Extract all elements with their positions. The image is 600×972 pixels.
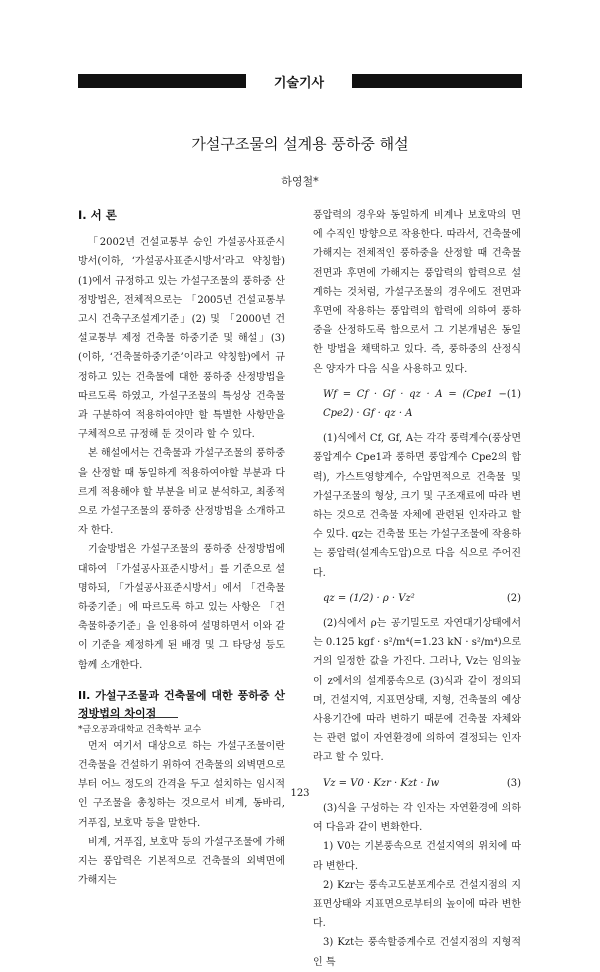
- paragraph: 먼저 여기서 대상으로 하는 가설구조물이란 건축물을 건설하기 위하여 건축물의 외벽면으로부터 어느 정도의 간격을 두고 설치하는 임시적인 구조물을 총칭하는 것으로서 비계, 동바리, 거푸집, 보호막 등을 말한다.: [78, 740, 285, 829]
- list-item: 1) V0는 기본풍속으로 건설지역의 위치에 따라 변한다.: [313, 841, 521, 872]
- equation-number: (2): [506, 592, 521, 604]
- article-title: 가설구조물의 설계용 풍하중 해설: [191, 135, 409, 153]
- equation-1: [313, 385, 521, 423]
- paragraph: 비계, 거푸집, 보호막 등의 가설구조물에 가해지는 풍압력은 기본적으로 건축물의 외벽면에 가해지는: [78, 836, 285, 887]
- equation-expression: Wf = Cf · Gf · qz · A = (Cpe1 − Cpe2) · Gf · qz · A: [323, 388, 507, 420]
- paragraph: (1)식에서 Cf, Gf, A는 각각 풍력계수(풍상면 풍압계수 Cpe1과 풍하면 풍압계수 Cpe2의 합력), 가스트영향계수, 수압면적으로 건축물 및 가설구조물의 형상, 크기 및 구조재료에 따라 변하는 것으로 건축물 자체에 관련된 인자라고 할 수 있다. qz는 건축물 또는 가설구조물에 작용하는 풍압력(설계속도압)으로 다음 식으로 주어진다.: [313, 433, 521, 579]
- footnote: *금오공과대학교 건축학부 교수: [78, 725, 202, 735]
- section-tag: 기술기사: [273, 76, 325, 91]
- equation-expression: qz = (1/2) · ρ · Vz²: [323, 592, 415, 604]
- paragraph: 「2002년 건설교통부 승인 가설공사표준시방서(이하, ‘가설공사표준시방서’라고 약칭함) (1)에서 규정하고 있는 가설구조물의 풍하중 산정방법은, 전체적으로는 「2005년 건설교통부고시 건축구조설계기준」(2) 및 「2000년 건설교통부 제정 건축물 하중기준 및 해설」(3)(이하, ‘건축물하중기준’이라고 약칭함)에서 규정하고 있는 건축물에 대한 풍하중 산정방법을 따르도록 하였고, 가설구조물의 특성상 건축물과 구분하여 적용하여야만 할 특별한 사항만을 구체적으로 규정해 둔 것이라 할 수 있다.: [78, 237, 285, 441]
- header-rule-left: [78, 74, 246, 88]
- header-rule-right: [352, 74, 522, 88]
- paragraph: (2)식에서 ρ는 공기밀도로 자연대기상태에서는 0.125 kgf · s²/m⁴(=1.23 kN · s²/m⁴)으로 거의 일정한 값을 가진다. 그러나, Vz는 임의높이 z에서의 설계풍속으로 (3)식과 같이 정의되며, 건설지역, 지표면상태, 지형, 건축물의 예상 사용기간에 따라 변하기 때문에 건축물 자체와는 관련 없이 자연환경에 의하여 결정되는 인자라고 할 수 있다.: [313, 618, 521, 764]
- list-item: 2) Kzr는 풍속고도분포계수로 건설지점의 지표면상태와 지표면으로부터의 높이에 따라 변한다.: [313, 879, 521, 930]
- section-heading-differences: II. 가설구조물과 건축물에 대한 풍하중 산정방법의 차이점: [78, 688, 285, 720]
- footnote-rule: [78, 717, 178, 718]
- list-item: 3) Kzt는 풍속할증계수로 건설지점의 지형적인 특: [313, 937, 521, 968]
- paragraph: 본 해설에서는 건축물과 가설구조물의 풍하중을 산정할 때 동일하게 적용하여야할 부분과 다르게 적용해야 할 부분을 비교 분석하고, 최종적으로 가설구조물의 풍하중 산정방법을 소개하고자 한다.: [78, 448, 285, 537]
- article-author: 하영철*: [281, 175, 319, 188]
- page-number: 123: [290, 788, 310, 799]
- paragraph: (3)식을 구성하는 각 인자는 자연환경에 의하여 다음과 같이 변화한다.: [313, 802, 521, 834]
- right-column: [313, 206, 521, 972]
- section-heading-introduction: I. 서 론: [78, 208, 117, 222]
- equation-number: (1): [506, 388, 521, 400]
- equation-number: (3): [506, 777, 521, 789]
- paragraph: 기술방법은 가설구조물의 풍하중 산정방법에 대하여 「가설공사표준시방서」를 기준으로 설명하되, 「가설공사표준시방서」에서 「건축물하중기준」에 따르도록 하고 있는 사항은 「건축물하중기준」을 인용하여 설명하면서 이와 같이 기준을 제정하게 된 배경 및 그 타당성 등도 함께 소개한다.: [78, 544, 285, 671]
- equation-expression: Vz = V0 · Kzr · Kzt · Iw: [323, 777, 440, 789]
- paragraph: 풍압력의 경우와 동일하게 비계나 보호막의 면에 수직인 방향으로 작용한다. 따라서, 건축물에 가해지는 전체적인 풍하중을 산정할 때 건축물 전면과 후면에 가해지는 풍압력의 합력으로 설계하는 것처럼, 가설구조물의 경우에도 전면과 후면에 작용하는 풍압력의 합력에 의하여 풍하중을 산정하도록 함으로서 그 기본개념은 동일한 방법을 채택하고 있다. 즉, 풍하중의 산정식은 양자가 다음 식을 사용하고 있다.: [313, 210, 521, 375]
- equation-2: [313, 589, 521, 608]
